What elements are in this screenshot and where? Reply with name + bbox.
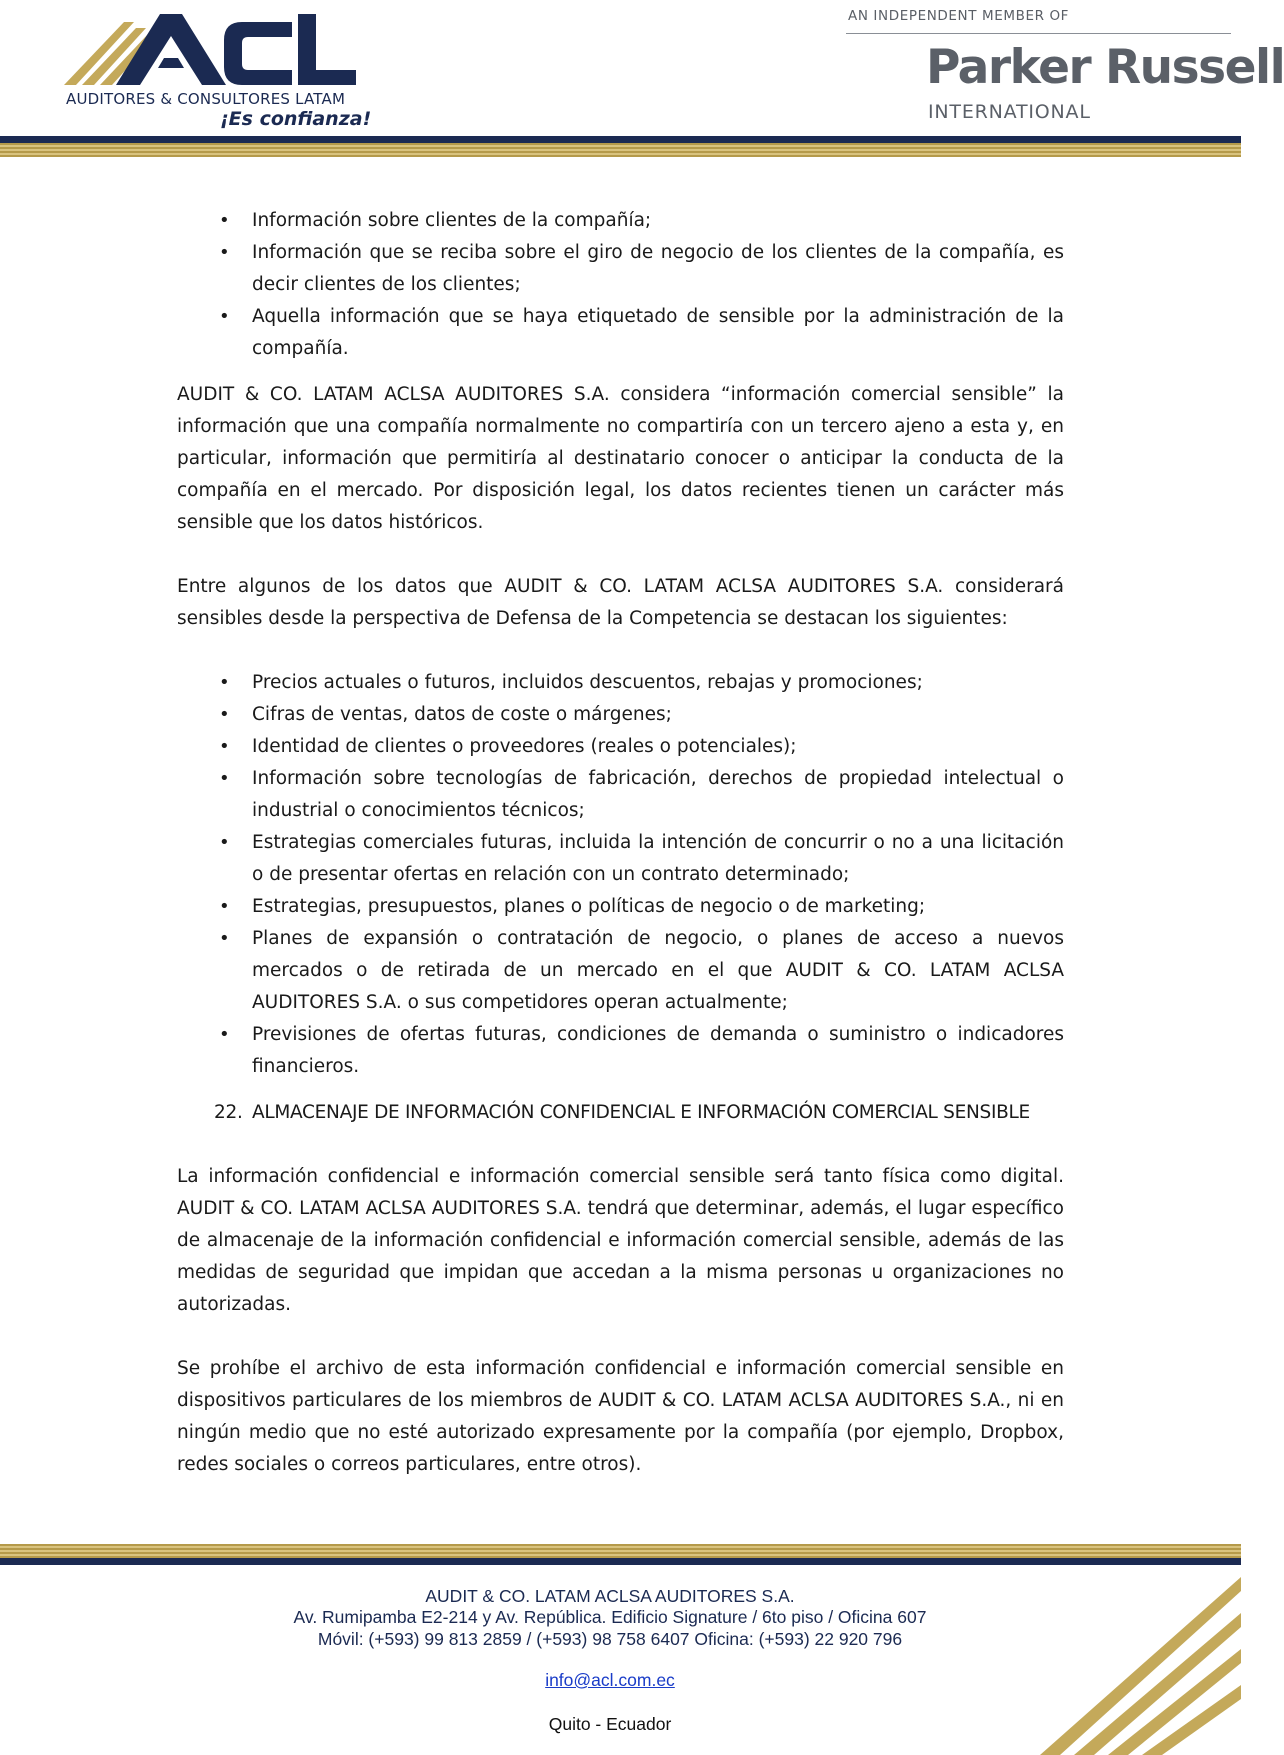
list-item: • Identidad de clientes o proveedores (reales o potenciales);: [177, 731, 1064, 763]
bullet-icon: •: [219, 242, 230, 263]
bullet-icon: •: [219, 306, 230, 327]
list-item: • Precios actuales o futuros, incluidos descuentos, rebajas y promociones;: [177, 667, 1064, 699]
list-item: • Cifras de ventas, datos de coste o márgenes;: [177, 699, 1064, 731]
parker-russell-logo: Parker Russell: [926, 40, 1284, 95]
paragraph: Entre algunos de los datos que AUDIT & CO. LATAM ACLSA AUDITORES S.A. considerará sensibles desde la perspectiva de Defensa de la Competencia se destacan los siguientes:: [177, 576, 1064, 629]
bullet-icon: •: [219, 928, 230, 949]
list-item: • Estrategias, presupuestos, planes o políticas de negocio o de marketing;: [177, 891, 1064, 923]
acl-logo-text: ACL: [64, 12, 66, 13]
paragraph: La información confidencial e información comercial sensible será tanto física como digital. AUDIT & CO. LATAM ACLSA AUDITORES S.A. tendrá que determinar, además, el lugar específico de almacenaje de la información confidencial e información comercial sensible, además de las medidas de seguridad que impidan que accedan a la misma personas u organizaciones no autorizadas.: [177, 1166, 1064, 1315]
bullet-icon: •: [219, 832, 230, 853]
footer-email-link[interactable]: info@acl.com.ec: [545, 1670, 675, 1690]
list-item: • Estrategias comerciales futuras, incluida la intención de concurrir o no a una licitación o de presentar ofertas en relación con un contrato determinado;: [177, 827, 1064, 891]
list-item: • Previsiones de ofertas futuras, condiciones de demanda o suministro o indicadores financieros.: [177, 1019, 1064, 1083]
bullet-icon: •: [219, 210, 230, 231]
header-band-gold: [0, 143, 1241, 157]
footer-phones: Móvil: (+593) 99 813 2859 / (+593) 98 758 6407 Oficina: (+593) 22 920 796: [317, 1629, 903, 1649]
list-item: • Planes de expansión o contratación de negocio, o planes de acceso a nuevos mercados o de retirada de un mercado en el que AUDIT & CO. LATAM ACLSA AUDITORES S.A. o sus competidores operan actualmente;: [177, 923, 1064, 1019]
member-line: AN INDEPENDENT MEMBER OF: [848, 8, 1070, 24]
section-heading: [177, 1097, 1064, 1129]
footer-city: Quito - Ecuador: [548, 1714, 672, 1734]
section-title: ALMACENAJE DE INFORMACIÓN CONFIDENCIAL E INFORMACIÓN COMERCIAL SENSIBLE: [252, 1102, 1030, 1123]
gold-stripes-decoration: [1040, 1565, 1241, 1755]
bullet-icon: •: [219, 1024, 230, 1045]
sensitive-info-list: [177, 205, 1064, 365]
logo-tagline: AUDITORES & CONSULTORES LATAM: [66, 90, 346, 108]
list-item: • Información sobre tecnologías de fabricación, derechos de propiedad intelectual o industrial o conocimientos técnicos;: [177, 763, 1064, 827]
paragraph: Se prohíbe el archivo de esta información confidencial e información comercial sensible en dispositivos particulares de los miembros de AUDIT & CO. LATAM ACLSA AUDITORES S.A., ni en ningún medio que no esté autorizado expresamente por la compañía (por ejemplo, Dropbox, redes sociales o correos particulares, entre otros).: [177, 1358, 1064, 1475]
footer-band-navy: [0, 1558, 1241, 1565]
bullet-icon: •: [219, 672, 230, 693]
logo-slogan: ¡Es confianza!: [220, 108, 372, 130]
list-item: • Información que se reciba sobre el giro de negocio de los clientes de la compañía, es decir clientes de los clientes;: [177, 237, 1064, 301]
list-item: • Información sobre clientes de la compañía;: [177, 205, 1064, 237]
footer-address: Av. Rumipamba E2-214 y Av. República. Edificio Signature / 6to piso / Oficina 607: [293, 1607, 927, 1627]
section-number: 22.: [214, 1102, 243, 1123]
parker-russell-subtitle: INTERNATIONAL: [928, 101, 1091, 123]
bullet-icon: •: [219, 704, 230, 725]
header-band-navy: [0, 136, 1241, 143]
list-item: • Aquella información que se haya etiquetado de sensible por la administración de la compañía.: [177, 301, 1064, 365]
sensitive-data-list: [177, 667, 1064, 1083]
header-divider: [846, 33, 1231, 34]
bullet-icon: •: [219, 736, 230, 757]
paragraph: AUDIT & CO. LATAM ACLSA AUDITORES S.A. considera “información comercial sensible” la información que una compañía normalmente no compartiría con un tercero ajeno a esta y, en particular, información que permitiría al destinatario conocer o anticipar la conducta de la compañía en el mercado. Por disposición legal, los datos recientes tienen un carácter más sensible que los datos históricos.: [177, 384, 1064, 533]
footer-band-gold: [0, 1544, 1241, 1558]
footer-company: AUDIT & CO. LATAM ACLSA AUDITORES S.A.: [425, 1586, 795, 1606]
bullet-icon: •: [219, 896, 230, 917]
document-body: [177, 205, 1064, 1481]
bullet-icon: •: [219, 768, 230, 789]
